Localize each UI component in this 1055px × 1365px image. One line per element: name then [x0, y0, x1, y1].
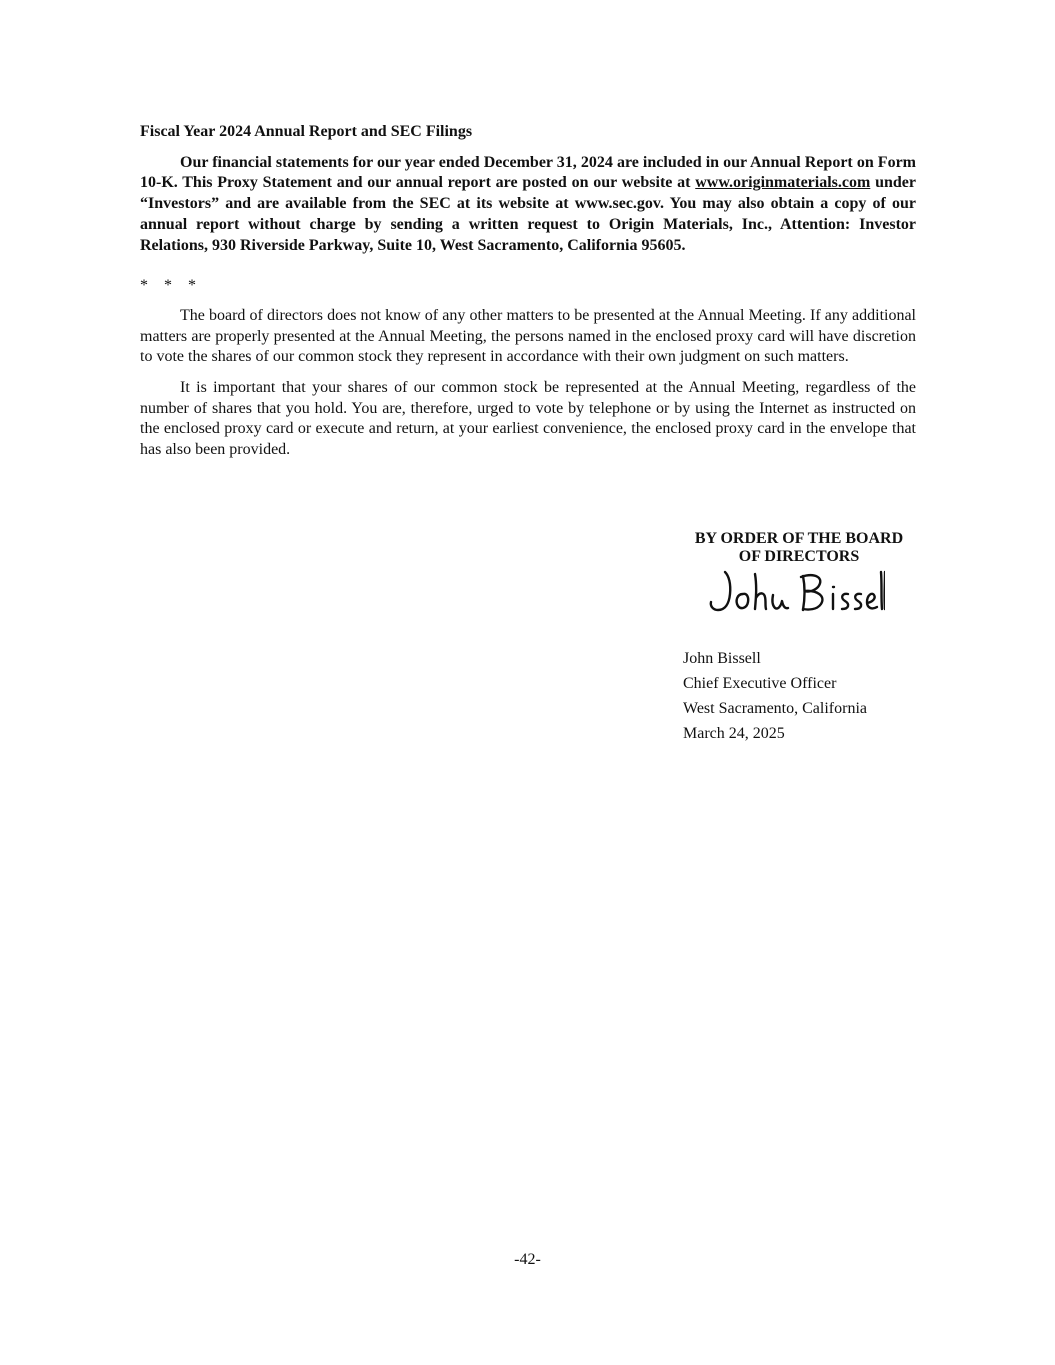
signing-location: West Sacramento, California	[683, 700, 867, 717]
signing-date: March 24, 2025	[683, 725, 785, 742]
other-matters-paragraph: The board of directors does not know of any other matters to be presented at the Annual Meeting. If any additional matters are properly presented at the Annual Meeting, the persons named in the enclosed proxy card will have discretion to vote the shares of our common stock they represent in accordance with their own judgment on such matters.	[140, 306, 916, 366]
main-content	[140, 122, 916, 461]
annual-report-text-start: Our financial statements for our year ended December 31, 2024 are included in our Annual Report on Form 10-K. This Proxy Statement and our annual report are posted on our website at	[140, 153, 916, 192]
signer-details	[683, 646, 915, 746]
signature-block	[683, 530, 915, 746]
voting-paragraph: It is important that your shares of our common stock be represented at the Annual Meeting, regardless of the number of shares that you hold. You are, therefore, urged to vote by telephone or by using the Internet as instructed on the enclosed proxy card or execute and return, at your earliest convenience, the enclosed proxy card in the envelope that has also been provided.	[140, 379, 916, 459]
section-heading: Fiscal Year 2024 Annual Report and SEC Filings	[140, 123, 473, 140]
annual-report-paragraph	[140, 153, 916, 257]
signer-title: Chief Executive Officer	[683, 675, 837, 692]
order-heading-line-2: OF DIRECTORS	[738, 548, 860, 565]
website-link[interactable]: www.originmaterials.com	[695, 174, 871, 192]
order-heading	[683, 530, 915, 566]
signer-name: John Bissell	[683, 650, 761, 667]
page-number: -42-	[514, 1251, 541, 1268]
section-separator: * * *	[140, 277, 196, 295]
handwritten-signature	[705, 568, 885, 618]
order-heading-line-1: BY ORDER OF THE BOARD	[694, 530, 904, 547]
annual-report-text-end: under “Investors” and are available from the SEC at its website at www.sec.gov. You may also obtain a copy of our annual report without charge by sending a written request to Origin Materials, Inc., Attention: Investor Relations, 930 Riverside Parkway, Suite 10, West Sacramento, California 95605.	[140, 174, 916, 254]
